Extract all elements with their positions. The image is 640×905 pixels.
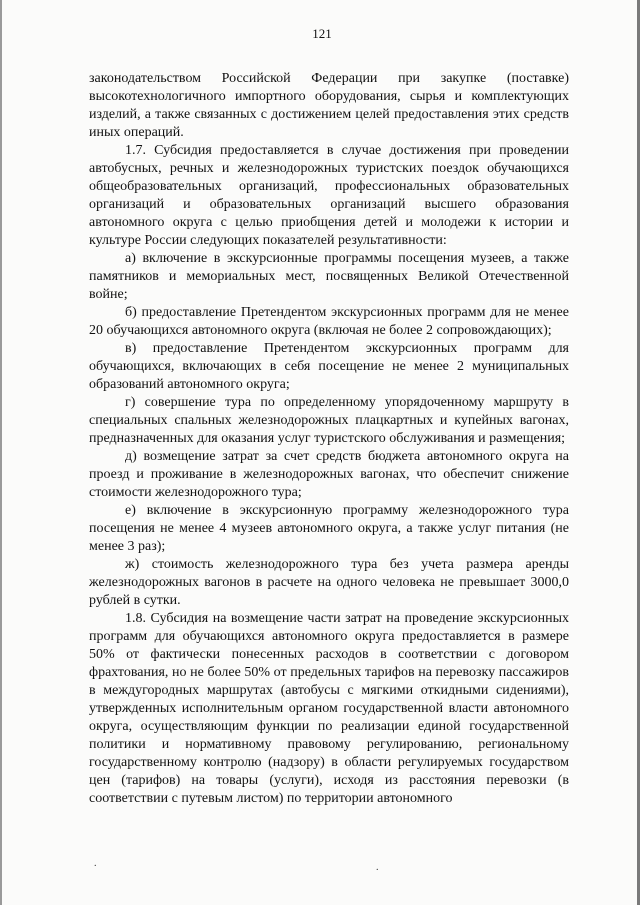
scan-mark-right: . xyxy=(376,862,379,873)
page-number: 121 xyxy=(312,26,332,41)
paragraph-1-7: 1.7. Субсидия предоставляется в случае достижения при проведении автобусных, речных и железнодорожных туристских поездок обучающихся общеобразовательных организаций, профессиональных образовательных организаций и образовательных организаций высшего образования автономного округа с целью приобщения детей и молодежи к истории и культуре России следующих показателей результативности: xyxy=(89,143,569,248)
paragraph-1-8: 1.8. Субсидия на возмещение части затрат на проведение экскурсионных программ для обучающихся автономного округа предоставляется в размере 50% от фактически понесенных расходов в соответствии с договором фрахтования, но не более 50% от предельных тарифов на перевозку пассажиров в междугородных маршрутах (автобусы с мягкими откидными сидениями), утвержденных исполнительным органом государственной власти автономного округа, осуществляющим функции по реализации единой государственной политики и нормативному правовому регулированию, региональному государственному контролю (надзору) в области регулируемых государством цен (тарифов) на товары (услуги), исходя из расстояния перевозки (в соответствии с путевым листом) по территории автономного xyxy=(89,611,569,806)
list-item-d: д) возмещение затрат за счет средств бюджета автономного округа на проезд и проживание в железнодорожных вагонах, что обеспечит снижение стоимости железнодорожного тура; xyxy=(89,449,569,500)
paragraph-continuation: законодательством Российской Федерации при закупке (поставке) высокотехнологичного импортного оборудования, сырья и комплектующих изделий, а также связанных с достижением целей предоставления этих средств иных операций. xyxy=(89,71,569,140)
list-item-zh: ж) стоимость железнодорожного тура без учета размера аренды железнодорожных вагонов в расчете на одного человека не превышает 3000,0 рублей в сутки. xyxy=(89,557,569,608)
list-item-v: в) предоставление Претендентом экскурсионных программ для обучающихся, включающих в себя посещение не менее 2 муниципальных образований автономного округа; xyxy=(89,341,569,392)
document-body xyxy=(89,70,569,808)
list-item-b: б) предоставление Претендентом экскурсионных программ для не менее 20 обучающихся автономного округа (включая не более 2 сопровождающих); xyxy=(89,305,569,338)
list-item-a: а) включение в экскурсионные программы посещения музеев, а также памятников и мемориальных мест, посвященных Великой Отечественной войне; xyxy=(89,251,569,302)
scan-mark-left: . xyxy=(94,858,97,869)
list-item-e: е) включение в экскурсионную программу железнодорожного тура посещения не менее 4 музеев автономного округа, а также услуг питания (не менее 3 раз); xyxy=(89,503,569,554)
list-item-g: г) совершение тура по определенному упорядоченному маршруту в специальных спальных железнодорожных плацкартных и купейных вагонах, предназначенных для оказания услуг туристского обслуживания и размещения; xyxy=(89,395,569,446)
